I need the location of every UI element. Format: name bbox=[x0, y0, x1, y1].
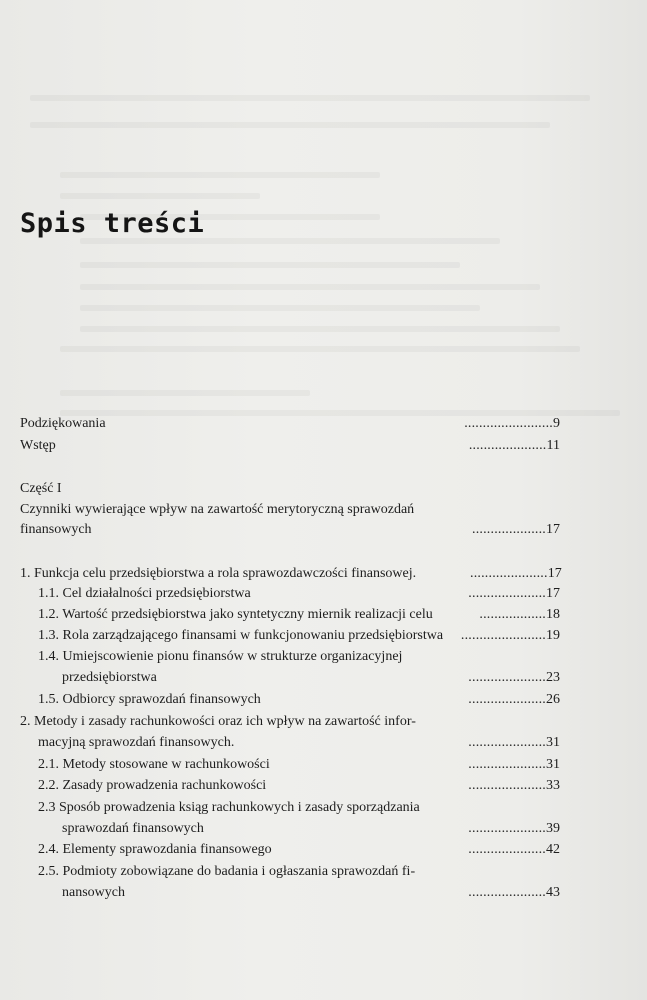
toc-entry-title: sprawozdań finansowych bbox=[62, 821, 204, 836]
toc-entry-title: 2.2. Zasady prowadzenia rachunkowości bbox=[38, 778, 267, 793]
toc-entry-title: nansowych bbox=[62, 885, 125, 900]
toc-entry-title: 1.1. Cel działalności przedsiębiorstwa bbox=[38, 586, 251, 601]
toc-entry-page: 17 bbox=[546, 586, 560, 601]
toc-entry-title: 2.3 Sposób prowadzenia ksiąg rachunkowych i zasady sporządzania bbox=[38, 800, 420, 815]
toc-entry-title: 2. Metody i zasady rachunkowości oraz ich wpływ na zawartość infor- bbox=[20, 714, 416, 729]
toc-entry-title: 2.1. Metody stosowane w rachunkowości bbox=[38, 757, 270, 772]
toc-entry-page: 18 bbox=[546, 607, 560, 622]
toc-entry-leader: .......................19 bbox=[460, 628, 560, 643]
toc-entry-title: 1. Funkcja celu przedsiębiorstwa a rola sprawozdawczości finansowej. bbox=[20, 566, 417, 581]
toc-entry-title: Wstęp bbox=[20, 438, 56, 453]
toc-entry-leader: .....................17 bbox=[470, 566, 562, 581]
toc-entry-leader: ....................17 bbox=[472, 522, 560, 537]
toc-entry-leader: .....................31 bbox=[468, 735, 560, 750]
toc-entry-title: Podziękowania bbox=[20, 416, 106, 431]
toc-entry-page: 43 bbox=[546, 885, 560, 900]
toc-entry-page: 19 bbox=[546, 628, 560, 643]
toc-entry-page: 23 bbox=[546, 670, 560, 685]
toc-entry-leader: ........................9 bbox=[464, 416, 560, 431]
toc-entry-leader: .....................33 bbox=[468, 778, 560, 793]
toc-entry-title: 1.4. Umiejscowienie pionu finansów w strukturze organizacyjnej bbox=[38, 649, 403, 664]
toc-entry-leader: .....................17 bbox=[468, 586, 560, 601]
toc-entry-page: 11 bbox=[546, 438, 560, 453]
toc-entry-leader: .....................39 bbox=[468, 821, 560, 836]
toc-entry-page: 26 bbox=[546, 692, 560, 707]
toc-entry-title: finansowych bbox=[20, 522, 92, 537]
toc-entry-page: 39 bbox=[546, 821, 560, 836]
toc-entry-leader: ..................18 bbox=[479, 607, 560, 622]
toc-entry-page: 31 bbox=[546, 757, 560, 772]
toc-entry-page: 17 bbox=[547, 566, 562, 581]
toc-entry-leader: .....................11 bbox=[468, 438, 560, 453]
toc-entry-page: 17 bbox=[546, 522, 560, 537]
toc-entry-leader: .....................26 bbox=[468, 692, 560, 707]
toc-entry-page: 33 bbox=[546, 778, 560, 793]
toc-entry-page: 42 bbox=[546, 842, 560, 857]
toc-entry-title: 1.2. Wartość przedsiębiorstwa jako syntetyczny miernik realizacji celu bbox=[38, 607, 433, 622]
toc-entry-title: 2.4. Elementy sprawozdania finansowego bbox=[38, 842, 272, 857]
page-title: Spis treści bbox=[20, 208, 205, 239]
toc-entry-title: 1.3. Rola zarządzającego finansami w funkcjonowaniu przedsiębiorstwa bbox=[38, 628, 444, 643]
toc-entry-title: 1.5. Odbiorcy sprawozdań finansowych bbox=[38, 692, 261, 707]
toc-entry-title: macyjną sprawozdań finansowych. bbox=[38, 735, 235, 750]
toc-entry-title: Czynniki wywierające wpływ na zawartość merytoryczną sprawozdań bbox=[20, 502, 415, 517]
toc-entry-leader: .....................23 bbox=[468, 670, 560, 685]
toc-entry-page: 9 bbox=[553, 416, 560, 431]
toc-entry-title: Część I bbox=[20, 481, 62, 496]
toc-entry-title: przedsiębiorstwa bbox=[62, 670, 157, 685]
toc-entry-leader: .....................31 bbox=[468, 757, 560, 772]
toc-entry-title: 2.5. Podmioty zobowiązane do badania i ogłaszania sprawozdań fi- bbox=[38, 864, 416, 879]
toc-entry-leader: .....................43 bbox=[468, 885, 560, 900]
toc-entry-leader: .....................42 bbox=[468, 842, 560, 857]
toc-entry-page: 31 bbox=[546, 735, 560, 750]
